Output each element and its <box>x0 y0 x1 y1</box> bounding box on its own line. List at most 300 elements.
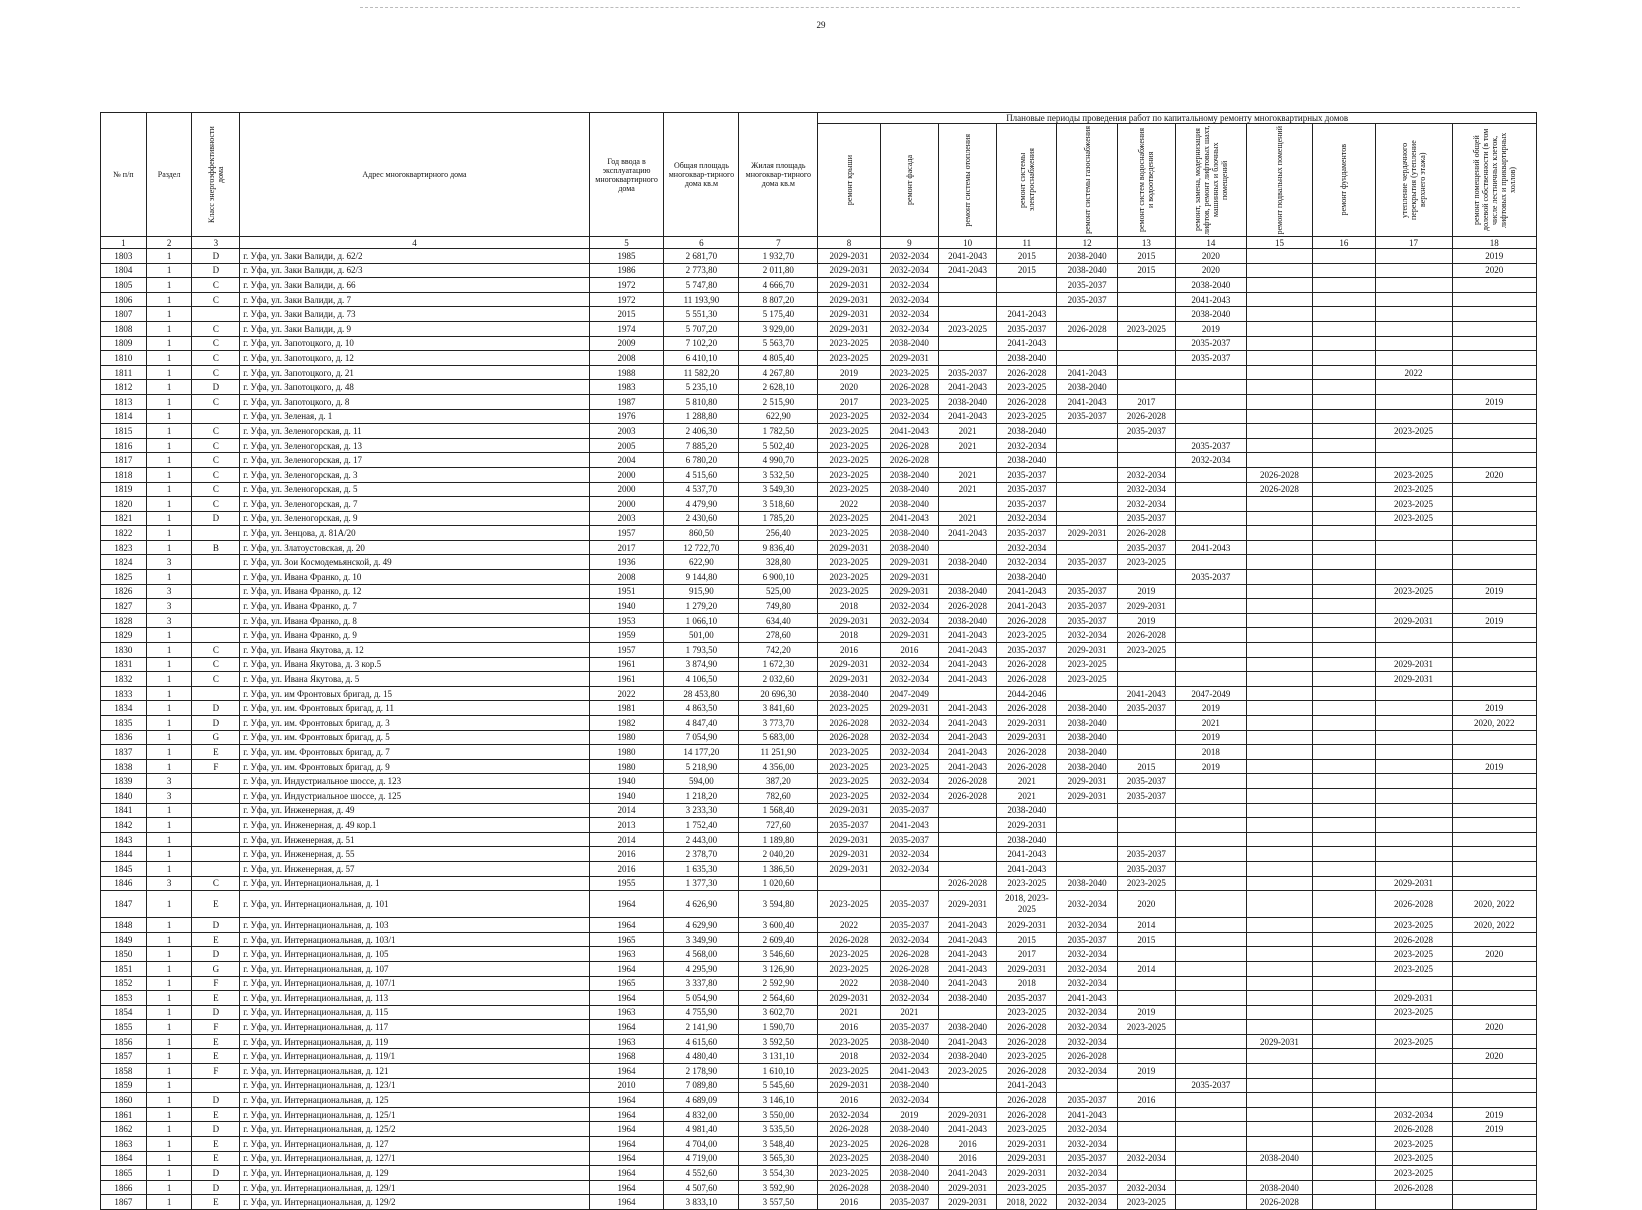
cell-row-num: 1820 <box>101 497 147 512</box>
cell-foundation <box>1313 424 1375 439</box>
cell-electric: 2026-2028 <box>997 1064 1057 1079</box>
cell-facade: 2032-2034 <box>880 847 938 862</box>
table-row <box>101 438 1537 453</box>
cell-energy-class: E <box>192 1137 240 1152</box>
cell-row-num: 1831 <box>101 657 147 672</box>
cell-elevators <box>1175 1049 1246 1064</box>
cell-energy-class <box>192 584 240 599</box>
cell-row-num: 1822 <box>101 526 147 541</box>
cell-roof: 2026-2028 <box>818 932 880 947</box>
cell-common-areas: 2020 <box>1452 1049 1536 1064</box>
cell-common-areas <box>1452 788 1536 803</box>
cell-address: г. Уфа, ул. Зеленая, д. 1 <box>240 409 589 424</box>
cell-roof: 2023-2025 <box>818 759 880 774</box>
cell-elevators: 2020 <box>1175 263 1246 278</box>
table-row <box>101 1020 1537 1035</box>
cell-section: 1 <box>146 438 192 453</box>
cell-electric: 2035-2037 <box>997 467 1057 482</box>
cell-water <box>1117 278 1175 293</box>
cell-living-area: 1 020,60 <box>739 876 818 891</box>
cell-row-num: 1862 <box>101 1122 147 1137</box>
cell-attic <box>1375 1093 1452 1108</box>
cell-row-num: 1850 <box>101 947 147 962</box>
cell-facade: 2016 <box>880 643 938 658</box>
cell-basement <box>1246 497 1313 512</box>
cell-elevators <box>1175 1093 1246 1108</box>
cell-electric: 2038-2040 <box>997 453 1057 468</box>
cell-roof: 2023-2025 <box>818 351 880 366</box>
cell-water: 2035-2037 <box>1117 861 1175 876</box>
cell-gas <box>1057 540 1117 555</box>
cell-foundation <box>1313 947 1375 962</box>
cell-heating <box>938 570 996 585</box>
cell-energy-class: D <box>192 1093 240 1108</box>
cell-facade: 2032-2034 <box>880 263 938 278</box>
table-row <box>101 1049 1537 1064</box>
cell-address: г. Уфа, ул. Индустриальное шоссе, д. 123 <box>240 774 589 789</box>
cell-water <box>1117 803 1175 818</box>
cell-attic: 2023-2025 <box>1375 511 1452 526</box>
table-row <box>101 380 1537 395</box>
cell-water <box>1117 380 1175 395</box>
cell-water: 2015 <box>1117 263 1175 278</box>
cell-year: 1964 <box>589 1064 664 1079</box>
cell-year: 1957 <box>589 643 664 658</box>
cell-address: г. Уфа, ул. Интернациональная, д. 129/1 <box>240 1180 589 1195</box>
cell-row-num: 1858 <box>101 1064 147 1079</box>
cell-gas: 2032-2034 <box>1057 1064 1117 1079</box>
cell-roof: 2023-2025 <box>818 961 880 976</box>
cell-section: 1 <box>146 701 192 716</box>
cell-year: 1940 <box>589 599 664 614</box>
cell-foundation <box>1313 540 1375 555</box>
cell-year: 1988 <box>589 365 664 380</box>
cell-year: 2008 <box>589 351 664 366</box>
cell-attic: 2023-2025 <box>1375 961 1452 976</box>
cell-water: 2023-2025 <box>1117 876 1175 891</box>
header-section: Раздел <box>146 113 192 237</box>
cell-attic <box>1375 336 1452 351</box>
table-row <box>101 876 1537 891</box>
cell-roof: 2029-2031 <box>818 307 880 322</box>
header-living-area: Жилая площадь многоквар-тирного дома кв.м <box>739 113 818 237</box>
column-number-cell: 15 <box>1246 237 1313 249</box>
cell-foundation <box>1313 1093 1375 1108</box>
cell-heating: 2023-2025 <box>938 1064 996 1079</box>
column-number-cell: 8 <box>818 237 880 249</box>
cell-electric: 2032-2034 <box>997 540 1057 555</box>
table-row <box>101 263 1537 278</box>
cell-foundation <box>1313 292 1375 307</box>
cell-foundation <box>1313 686 1375 701</box>
cell-electric: 2035-2037 <box>997 497 1057 512</box>
cell-total-area: 5 235,10 <box>664 380 739 395</box>
cell-attic: 2023-2025 <box>1375 1166 1452 1181</box>
cell-facade: 2032-2034 <box>880 613 938 628</box>
cell-living-area: 2 515,90 <box>739 394 818 409</box>
cell-year: 1964 <box>589 891 664 918</box>
cell-foundation <box>1313 394 1375 409</box>
cell-common-areas <box>1452 1166 1536 1181</box>
cell-roof: 2023-2025 <box>818 438 880 453</box>
cell-electric: 2029-2031 <box>997 818 1057 833</box>
cell-elevators: 2019 <box>1175 730 1246 745</box>
cell-elevators <box>1175 1195 1246 1210</box>
cell-water <box>1117 976 1175 991</box>
cell-total-area: 4 552,60 <box>664 1166 739 1181</box>
cell-elevators <box>1175 526 1246 541</box>
cell-row-num: 1824 <box>101 555 147 570</box>
cell-total-area: 915,90 <box>664 584 739 599</box>
cell-elevators <box>1175 482 1246 497</box>
cell-gas: 2038-2040 <box>1057 730 1117 745</box>
cell-energy-class: C <box>192 438 240 453</box>
cell-electric: 2038-2040 <box>997 424 1057 439</box>
cell-electric: 2044-2046 <box>997 686 1057 701</box>
cell-common-areas: 2020, 2022 <box>1452 716 1536 731</box>
table-row <box>101 1166 1537 1181</box>
cell-attic <box>1375 1078 1452 1093</box>
column-number-cell: 5 <box>589 237 664 249</box>
cell-attic <box>1375 730 1452 745</box>
cell-living-area: 278,60 <box>739 628 818 643</box>
cell-address: г. Уфа, ул. Заки Валиди, д. 73 <box>240 307 589 322</box>
cell-row-num: 1846 <box>101 876 147 891</box>
cell-row-num: 1865 <box>101 1166 147 1181</box>
cell-total-area: 6 410,10 <box>664 351 739 366</box>
cell-heating: 2038-2040 <box>938 1049 996 1064</box>
cell-roof: 2023-2025 <box>818 409 880 424</box>
cell-section: 1 <box>146 759 192 774</box>
cell-foundation <box>1313 918 1375 933</box>
cell-heating: 2041-2043 <box>938 380 996 395</box>
cell-total-area: 11 193,90 <box>664 292 739 307</box>
cell-energy-class: C <box>192 351 240 366</box>
cell-row-num: 1816 <box>101 438 147 453</box>
cell-living-area: 3 600,40 <box>739 918 818 933</box>
cell-roof: 2029-2031 <box>818 832 880 847</box>
cell-electric: 2021 <box>997 788 1057 803</box>
cell-facade: 2029-2031 <box>880 351 938 366</box>
cell-living-area: 3 565,30 <box>739 1151 818 1166</box>
cell-electric: 2035-2037 <box>997 526 1057 541</box>
cell-section: 1 <box>146 365 192 380</box>
cell-facade: 2032-2034 <box>880 599 938 614</box>
cell-energy-class: D <box>192 380 240 395</box>
cell-common-areas: 2019 <box>1452 584 1536 599</box>
cell-heating: 2041-2043 <box>938 932 996 947</box>
cell-row-num: 1805 <box>101 278 147 293</box>
cell-foundation <box>1313 438 1375 453</box>
cell-section: 1 <box>146 380 192 395</box>
cell-attic <box>1375 351 1452 366</box>
cell-total-area: 4 615,60 <box>664 1034 739 1049</box>
cell-address: г. Уфа, ул. Ивана Франко, д. 9 <box>240 628 589 643</box>
cell-attic: 2023-2025 <box>1375 584 1452 599</box>
cell-heating <box>938 861 996 876</box>
cell-section: 1 <box>146 976 192 991</box>
cell-heating: 2041-2043 <box>938 759 996 774</box>
cell-foundation <box>1313 555 1375 570</box>
cell-facade: 2032-2034 <box>880 1049 938 1064</box>
cell-attic <box>1375 438 1452 453</box>
cell-electric <box>997 292 1057 307</box>
cell-common-areas <box>1452 570 1536 585</box>
cell-roof: 2029-2031 <box>818 991 880 1006</box>
cell-electric: 2029-2031 <box>997 1166 1057 1181</box>
cell-foundation <box>1313 818 1375 833</box>
cell-address: г. Уфа, ул. Интернациональная, д. 103/1 <box>240 932 589 947</box>
cell-common-areas: 2019 <box>1452 249 1536 264</box>
cell-energy-class: C <box>192 453 240 468</box>
cell-foundation <box>1313 263 1375 278</box>
cell-attic: 2023-2025 <box>1375 467 1452 482</box>
cell-energy-class <box>192 818 240 833</box>
table-row <box>101 613 1537 628</box>
cell-year: 1964 <box>589 1151 664 1166</box>
cell-gas: 2035-2037 <box>1057 584 1117 599</box>
cell-row-num: 1804 <box>101 263 147 278</box>
column-number-cell: 14 <box>1175 237 1246 249</box>
cell-attic <box>1375 861 1452 876</box>
cell-electric: 2032-2034 <box>997 511 1057 526</box>
cell-elevators: 2032-2034 <box>1175 453 1246 468</box>
cell-heating <box>938 1005 996 1020</box>
cell-gas: 2038-2040 <box>1057 759 1117 774</box>
cell-section: 3 <box>146 555 192 570</box>
cell-living-area: 20 696,30 <box>739 686 818 701</box>
cell-facade: 2038-2040 <box>880 540 938 555</box>
cell-gas: 2041-2043 <box>1057 991 1117 1006</box>
cell-water: 2023-2025 <box>1117 1020 1175 1035</box>
cell-elevators <box>1175 818 1246 833</box>
cell-facade: 2035-2037 <box>880 803 938 818</box>
cell-living-area: 3 546,60 <box>739 947 818 962</box>
cell-living-area: 5 545,60 <box>739 1078 818 1093</box>
cell-attic <box>1375 570 1452 585</box>
cell-section: 1 <box>146 409 192 424</box>
table-row <box>101 584 1537 599</box>
cell-facade: 2032-2034 <box>880 657 938 672</box>
table-row <box>101 453 1537 468</box>
cell-elevators <box>1175 555 1246 570</box>
cell-year: 1951 <box>589 584 664 599</box>
cell-total-area: 1 066,10 <box>664 613 739 628</box>
cell-elevators <box>1175 1005 1246 1020</box>
cell-living-area: 727,60 <box>739 818 818 833</box>
table-row <box>101 424 1537 439</box>
cell-year: 2014 <box>589 803 664 818</box>
cell-facade: 2032-2034 <box>880 932 938 947</box>
cell-electric: 2026-2028 <box>997 745 1057 760</box>
cell-energy-class: D <box>192 947 240 962</box>
cell-heating: 2026-2028 <box>938 876 996 891</box>
table-row <box>101 716 1537 731</box>
cell-section: 1 <box>146 686 192 701</box>
cell-heating: 2029-2031 <box>938 891 996 918</box>
cell-roof: 2026-2028 <box>818 1122 880 1137</box>
cell-section: 1 <box>146 832 192 847</box>
cell-living-area: 3 594,80 <box>739 891 818 918</box>
cell-energy-class: C <box>192 467 240 482</box>
cell-total-area: 9 144,80 <box>664 570 739 585</box>
column-number-cell: 17 <box>1375 237 1452 249</box>
cell-total-area: 4 689,09 <box>664 1093 739 1108</box>
cell-year: 1980 <box>589 745 664 760</box>
cell-roof: 2035-2037 <box>818 818 880 833</box>
cell-electric: 2032-2034 <box>997 555 1057 570</box>
cell-attic <box>1375 409 1452 424</box>
cell-water: 2026-2028 <box>1117 628 1175 643</box>
cell-energy-class <box>192 774 240 789</box>
cell-water: 2035-2037 <box>1117 788 1175 803</box>
cell-address: г. Уфа, ул. Зеленогорская, д. 7 <box>240 497 589 512</box>
cell-section: 1 <box>146 716 192 731</box>
cell-energy-class: F <box>192 976 240 991</box>
cell-water: 2019 <box>1117 1064 1175 1079</box>
cell-water <box>1117 716 1175 731</box>
cell-year: 1940 <box>589 774 664 789</box>
cell-row-num: 1810 <box>101 351 147 366</box>
cell-row-num: 1834 <box>101 701 147 716</box>
cell-gas: 2032-2034 <box>1057 976 1117 991</box>
cell-address: г. Уфа, ул. Ивана Якутова, д. 3 кор.5 <box>240 657 589 672</box>
cell-energy-class <box>192 847 240 862</box>
cell-energy-class: D <box>192 1166 240 1181</box>
cell-living-area: 3 549,30 <box>739 482 818 497</box>
cell-address: г. Уфа, ул. Ивана Якутова, д. 12 <box>240 643 589 658</box>
cell-energy-class: E <box>192 991 240 1006</box>
cell-year: 1961 <box>589 672 664 687</box>
cell-section: 1 <box>146 1005 192 1020</box>
cell-elevators: 2035-2037 <box>1175 1078 1246 1093</box>
cell-attic: 2026-2028 <box>1375 1122 1452 1137</box>
cell-roof: 2029-2031 <box>818 1078 880 1093</box>
cell-facade: 2041-2043 <box>880 818 938 833</box>
cell-energy-class <box>192 613 240 628</box>
cell-common-areas <box>1452 861 1536 876</box>
cell-facade: 2032-2034 <box>880 788 938 803</box>
cell-elevators <box>1175 932 1246 947</box>
cell-address: г. Уфа, ул. им. Фронтовых бригад, д. 11 <box>240 701 589 716</box>
cell-facade: 2038-2040 <box>880 497 938 512</box>
cell-elevators: 2035-2037 <box>1175 351 1246 366</box>
cell-year: 1972 <box>589 278 664 293</box>
cell-electric: 2041-2043 <box>997 1078 1057 1093</box>
cell-living-area: 1 386,50 <box>739 861 818 876</box>
cell-foundation <box>1313 467 1375 482</box>
cell-living-area: 2 011,80 <box>739 263 818 278</box>
cell-gas: 2023-2025 <box>1057 672 1117 687</box>
cell-electric: 2026-2028 <box>997 672 1057 687</box>
cell-roof: 2016 <box>818 643 880 658</box>
cell-basement <box>1246 365 1313 380</box>
cell-attic: 2022 <box>1375 365 1452 380</box>
cell-heating: 2038-2040 <box>938 555 996 570</box>
cell-electric: 2023-2025 <box>997 876 1057 891</box>
cell-elevators <box>1175 511 1246 526</box>
cell-year: 1987 <box>589 394 664 409</box>
cell-living-area: 3 592,90 <box>739 1180 818 1195</box>
cell-attic: 2026-2028 <box>1375 1180 1452 1195</box>
cell-electric: 2026-2028 <box>997 365 1057 380</box>
cell-elevators <box>1175 1064 1246 1079</box>
cell-total-area: 4 568,00 <box>664 947 739 962</box>
cell-year: 1965 <box>589 932 664 947</box>
cell-living-area: 2 628,10 <box>739 380 818 395</box>
cell-year: 1972 <box>589 292 664 307</box>
cell-attic: 2029-2031 <box>1375 991 1452 1006</box>
cell-row-num: 1838 <box>101 759 147 774</box>
cell-roof: 2022 <box>818 497 880 512</box>
cell-living-area: 9 836,40 <box>739 540 818 555</box>
cell-energy-class: E <box>192 1107 240 1122</box>
cell-attic: 2032-2034 <box>1375 1107 1452 1122</box>
cell-foundation <box>1313 584 1375 599</box>
cell-gas: 2035-2037 <box>1057 292 1117 307</box>
cell-total-area: 622,90 <box>664 555 739 570</box>
header-work-gas: ремонт системы газоснабжения <box>1057 124 1117 237</box>
cell-roof: 2018 <box>818 628 880 643</box>
cell-roof: 2023-2025 <box>818 1034 880 1049</box>
cell-year: 1964 <box>589 991 664 1006</box>
cell-elevators: 2021 <box>1175 716 1246 731</box>
cell-elevators <box>1175 394 1246 409</box>
cell-total-area: 6 780,20 <box>664 453 739 468</box>
cell-elevators <box>1175 947 1246 962</box>
cell-row-num: 1847 <box>101 891 147 918</box>
cell-attic <box>1375 540 1452 555</box>
cell-gas: 2032-2034 <box>1057 1166 1117 1181</box>
cell-gas: 2038-2040 <box>1057 876 1117 891</box>
cell-gas <box>1057 424 1117 439</box>
cell-row-num: 1855 <box>101 1020 147 1035</box>
table-row <box>101 1122 1537 1137</box>
cell-total-area: 2 430,60 <box>664 511 739 526</box>
cell-section: 1 <box>146 526 192 541</box>
cell-facade: 2032-2034 <box>880 278 938 293</box>
cell-electric: 2018, 2023-2025 <box>997 891 1057 918</box>
cell-common-areas <box>1452 351 1536 366</box>
cell-gas <box>1057 686 1117 701</box>
cell-elevators <box>1175 1151 1246 1166</box>
cell-foundation <box>1313 497 1375 512</box>
cell-energy-class <box>192 832 240 847</box>
cell-facade: 2038-2040 <box>880 526 938 541</box>
cell-attic: 2023-2025 <box>1375 482 1452 497</box>
cell-total-area: 5 218,90 <box>664 759 739 774</box>
cell-heating: 2041-2043 <box>938 947 996 962</box>
cell-address: г. Уфа, ул. Запотоцкого, д. 10 <box>240 336 589 351</box>
cell-gas: 2035-2037 <box>1057 555 1117 570</box>
cell-facade: 2026-2028 <box>880 438 938 453</box>
cell-electric: 2023-2025 <box>997 409 1057 424</box>
cell-heating: 2021 <box>938 438 996 453</box>
cell-section: 1 <box>146 947 192 962</box>
column-number-cell: 18 <box>1452 237 1536 249</box>
cell-row-num: 1852 <box>101 976 147 991</box>
cell-living-area: 3 126,90 <box>739 961 818 976</box>
table-row <box>101 1180 1537 1195</box>
cell-common-areas: 2020, 2022 <box>1452 891 1536 918</box>
column-number-cell: 16 <box>1313 237 1375 249</box>
cell-section: 1 <box>146 570 192 585</box>
cell-basement <box>1246 918 1313 933</box>
cell-facade: 2026-2028 <box>880 947 938 962</box>
cell-gas: 2035-2037 <box>1057 1093 1117 1108</box>
cell-attic <box>1375 307 1452 322</box>
cell-electric: 2038-2040 <box>997 351 1057 366</box>
